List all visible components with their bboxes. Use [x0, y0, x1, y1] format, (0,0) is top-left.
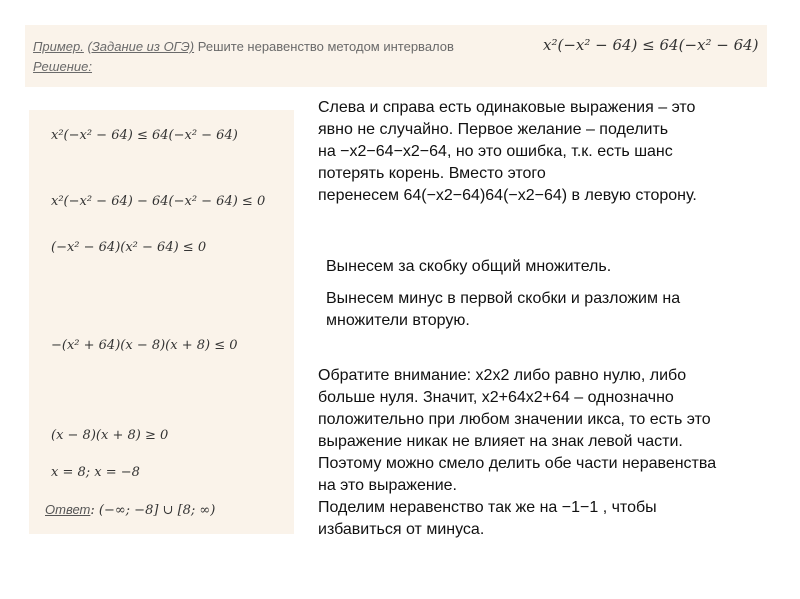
step-1: x²(−x² − 64) ≤ 64(−x² − 64) — [51, 128, 238, 143]
explanation-4 — [318, 365, 716, 541]
solution-panel — [29, 110, 294, 534]
solution-label: Решение: — [33, 59, 93, 74]
explanation-line: перенесем 64(−x2−64)64(−x2−64) в левую сторону. — [318, 187, 697, 204]
source-label: (Задание из ОГЭ) — [87, 39, 195, 54]
explanation-line: Слева и справа есть одинаковые выражения – это — [318, 99, 696, 116]
step-3: (−x² − 64)(x² − 64) ≤ 0 — [51, 240, 207, 255]
explanation-line: положительно при любом значении икса, то есть это — [318, 411, 711, 428]
explanation-1 — [318, 97, 697, 207]
explanation-line: выражение никак не влияет на знак левой части. — [318, 433, 683, 450]
answer-value: : (−∞; −8] ∪ [8; ∞) — [90, 503, 216, 518]
step-4: −(x² + 64)(x − 8)(x + 8) ≤ 0 — [51, 338, 238, 353]
task-formula: x²(−x² − 64) ≤ 64(−x² − 64) — [543, 36, 759, 54]
explanation-2 — [326, 256, 611, 278]
task-text: Решите неравенство методом интервалов — [197, 39, 454, 54]
explanation-line: явно не случайно. Первое желание – поделить — [318, 121, 669, 138]
explanation-line: Поделим неравенство так же на −1−1 , чтобы — [318, 499, 657, 516]
explanation-line: на −x2−64−x2−64, но это ошибка, т.к. есть шанс — [318, 143, 673, 160]
task-banner — [25, 25, 767, 87]
explanation-line: избавиться от минуса. — [318, 521, 485, 538]
explanation-3 — [326, 288, 680, 332]
explanation-line: Вынесем минус в первой скобки и разложим на — [326, 290, 681, 307]
answer-label: Ответ — [45, 502, 91, 517]
step-6: x = 8; x = −8 — [51, 465, 140, 480]
step-5: (x − 8)(x + 8) ≥ 0 — [51, 428, 169, 443]
explanation-line: больше нуля. Значит, x2+64x2+64 – однозначно — [318, 389, 674, 406]
task-statement — [33, 39, 454, 54]
explanation-line: множители вторую. — [326, 312, 470, 329]
answer-line — [45, 502, 215, 518]
step-2: x²(−x² − 64) − 64(−x² − 64) ≤ 0 — [51, 194, 266, 209]
explanation-line: Поэтому можно смело делить обе части неравенства — [318, 455, 717, 472]
explanation-line: Вынесем за скобку общий множитель. — [326, 258, 612, 275]
explanation-line: на это выражение. — [318, 477, 457, 494]
example-label: Пример. — [33, 39, 84, 54]
explanation-line: Обратите внимание: x2x2 либо равно нулю, либо — [318, 367, 687, 384]
explanation-line: потерять корень. Вместо этого — [318, 165, 546, 182]
